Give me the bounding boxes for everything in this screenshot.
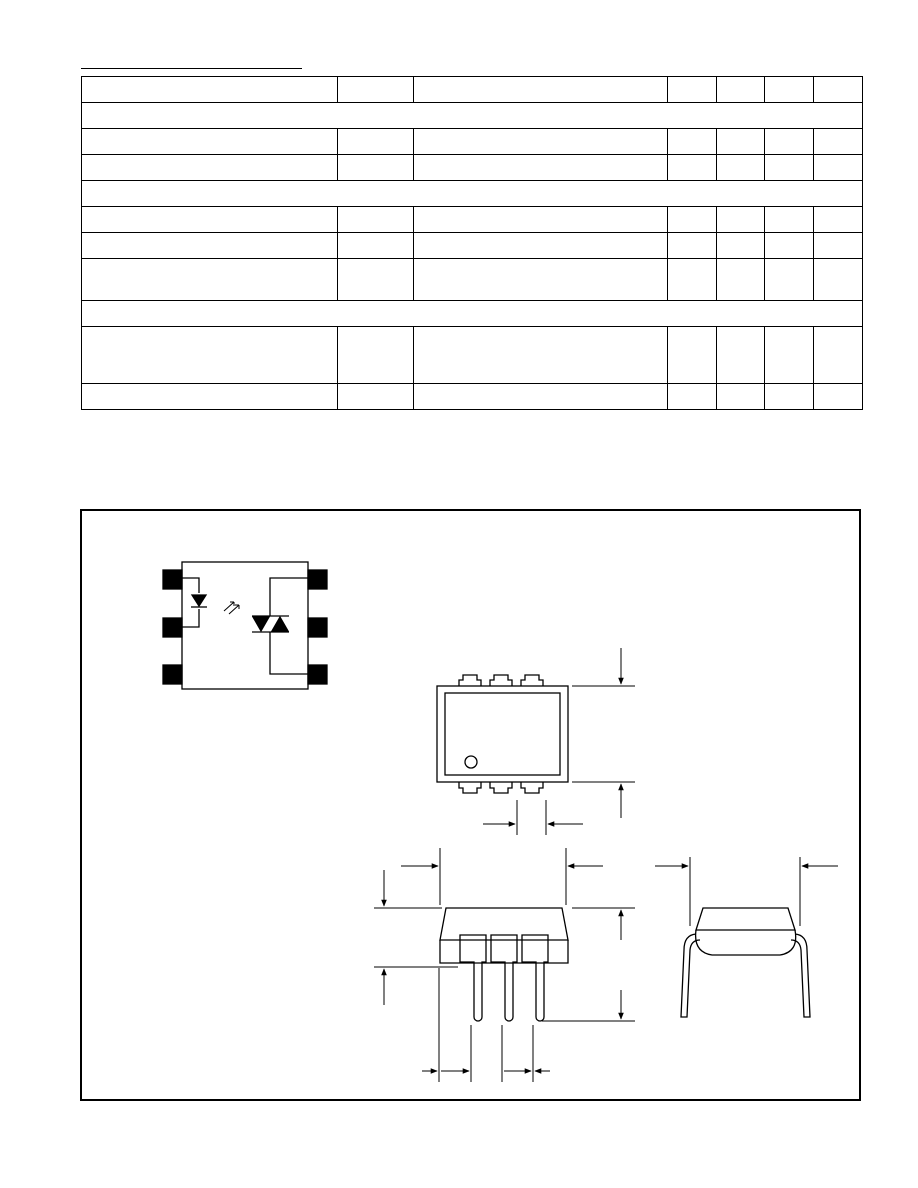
schematic-body: [182, 562, 308, 689]
side-view-leads: [460, 935, 548, 1021]
end-view-left-lead: [681, 934, 700, 1017]
top-view-dimension-lines: [483, 648, 635, 835]
end-view-body-top: [696, 908, 795, 930]
top-view-lower-leads: [459, 782, 543, 793]
top-view-upper-leads: [459, 675, 543, 686]
triac-icon: [252, 578, 308, 674]
pin1-marker-icon: [465, 756, 477, 768]
end-view-dimension-lines: [655, 857, 838, 926]
pin-6-pad: [308, 570, 327, 589]
pin-4-pad: [308, 618, 327, 637]
top-view-drawing: [437, 675, 568, 793]
pin-2-pad: [163, 618, 182, 637]
top-view-body: [437, 686, 568, 782]
pin-3-pad: [163, 665, 182, 684]
led-icon: [182, 578, 207, 627]
side-view-drawing: [440, 908, 568, 1021]
schematic-diagram: [163, 562, 327, 689]
pin-1-pad: [163, 570, 182, 589]
top-view-inner-outline: [445, 693, 560, 775]
end-view-body-base: [696, 930, 796, 955]
end-view-drawing: [681, 908, 810, 1017]
pin-5-pad: [308, 665, 327, 684]
side-view-body-base: [440, 940, 568, 963]
light-emission-arrows-icon: [224, 602, 239, 614]
